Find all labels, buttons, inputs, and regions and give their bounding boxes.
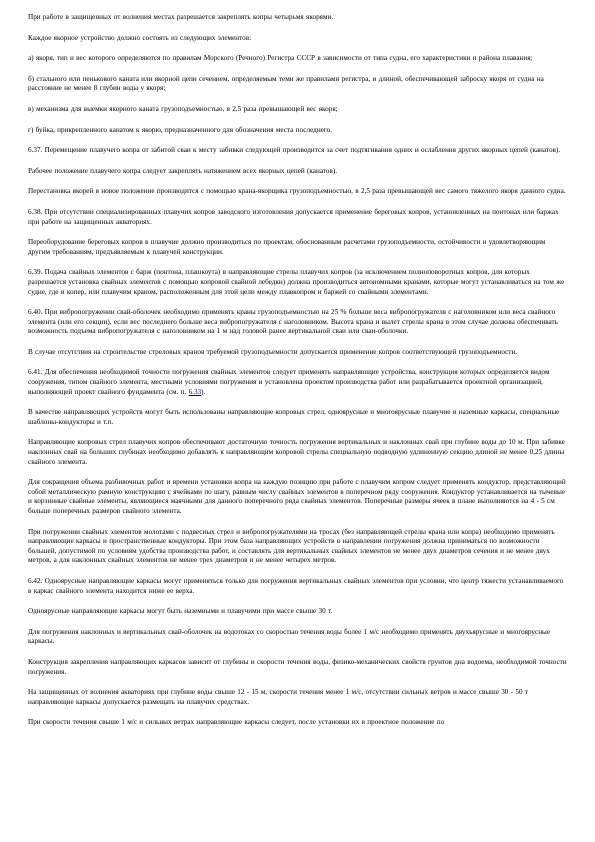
paragraph: 6.39. Подача свайных элементов с барж (понтона, плашкоута) в направляющие стрелы плавучих копров (за исключением полноповоротных копров, для которых разрешается установка свайных элементов с помощью копровой свайной лебедки) должна производиться автономными кранами, которые могут устанавливаться на том же судне, где и копер, или плавучим краном, расположенным для этой цели между плавкопром и баржей со свайными элементами.: [28, 268, 565, 296]
paragraph: При скорости течения свыше 1 м/с и сильных ветрах направляющие каркасы следует, после установки их в проектное положение по: [28, 718, 445, 727]
paragraph: 6.38. При отсутствии специализированных плавучих копров заводского изготовления допускается применение береговых копров, установленных на понтонах или баржах при работе на защищенных акваториях.: [28, 207, 559, 226]
paragraph: В качестве направляющих устройств могут быть использованы направляющие копровых стрел, одноярусные и многоярусные плавучие и наземные каркасы, специальные шаблоны-кондукторы и т.п.: [28, 408, 560, 426]
paragraph: 6.42. Одноярусные направляющие каркасы могут применяться только для погружения вертикальных свайных элементов при условии, что центр тяжести устанавливаемого в каркас свайного элемента находится ниже ее верха.: [28, 576, 564, 595]
paragraph: а) якоря, тип и вес которого определяются по правилам Морского (Речного) Регистра СССР в зависимости от типа судна, его характеристики и района плавания;: [28, 54, 533, 63]
section-reference-link[interactable]: 6.33: [188, 387, 202, 396]
paragraph: Одноярусные направляющие каркасы могут быть наземными и плавучими при массе свыше 30 т.: [28, 607, 333, 616]
paragraph: Для погружения наклонных и вертикальных свай-оболочек на водотоках со скоростью течения воды более 1 м/с необходимо применять двухъярусные и многоярусные каркасы.: [28, 627, 551, 646]
paragraph: Направляющие копровых стрел плавучих копров обеспечивают достаточную точность погружения вертикальных и наклонных свай при глубине воды до 10 м. При забивке наклонных свай на больших глубинах необходимо добавлять к направляющим копровой стрелы специальную подводную удлиненную секцию длиной не менее 0,25 длины свайного элемента.: [28, 438, 565, 466]
paragraph-with-link: [28, 368, 567, 397]
paragraph: в) механизма для выемки якорного каната грузоподъемностью, в 2,5 раза превышающей вес якоря;: [28, 104, 338, 113]
paragraph: Каждое якорное устройство должно состоять из следующих элементов:: [28, 33, 252, 42]
paragraph: б) стального или пенькового каната или якорной цепи сечением, определяемым теми же правилами регистра, и длиной, обеспечивающей заброску якоря от судна на расстояние не менее 8 глубин воды у якоря;: [28, 74, 544, 93]
paragraph: Для сокращения объема разбивочных работ и времени установки копра на каждую позицию при работе с плавучим копром следует применять кондуктор, представляющий собой металлическую рамную конструкцию с ячейками по шагу, равным числу свайных элементов в поперечном ряду сооружения. Кондуктор устанавливается на тычевые и корзинные свайные элементы, являющиеся маячными для данного поперечного ряда свайных элементов. Поперечные размеры ячеек в плане выполняются на 4 - 5 см больше поперечных размеров свайного элемента.: [28, 478, 566, 515]
paragraph: Перестановка якорей в новое положение производится с помощью крана-якорщика грузоподъемностью, в 2,5 раза превышающей вес самого тяжелого якоря данного судна.: [28, 187, 566, 196]
paragraph: Рабочее положение плавучего копра следует закреплять натяжением всех якорных цепей (канатов).: [28, 166, 338, 175]
paragraph-text-end: ).: [201, 387, 206, 396]
paragraph: Переоборудование береговых копров в плавучие должно производиться по проектам, обоснованным расчетами грузоподъемности, остойчивости и удовлетворяющим другим требованиям, предъявляемым к плавучей конструкции.: [28, 238, 546, 256]
paragraph: В случае отсутствия на строительстве стреловых кранов требуемой грузоподъемности допускается применение копров соответствующей грузоподъемности.: [28, 347, 518, 356]
paragraph: На защищенных от волнения акваториях при глубине воды свыше 12 - 15 м, скорости течения менее 1 м/с, отсутствии сильных ветров и массе свыше 30 - 50 т направляющие каркасы допускается размещать на плавучих средствах.: [28, 688, 529, 706]
paragraph: При погружении свайных элементов молотами с подвесных стрел и вибропогружателями на тросах (без направляющей стрелы крана или копра) необходимо применять направляющие каркасы и пространственные кондукторы. При этом база направляющих устройств в направлении погружения должна приниматься по возможности большей, допустимой по условиям удобства производства работ, и составлять для вертикальных свайных элементов не менее двух диаметров сечения и не менее двух метров, а для наклонных свайных элементов не менее трех диаметров и не менее четырех метров.: [28, 527, 555, 565]
paragraph: 6.40. При вибропогружении свай-оболочек необходимо применять краны грузоподъемностью на 25 % больше веса вибропогружателя с наголовником или веса свайного элемента (или его секции), если вес последнего больше веса вибропогружателя с наголовником. Высота крана и вылет стрелы крана в этом случае должны обеспечивать возможность подъема вибропогружателя с наголовником на 1 м над головой ранее вертикальной сваи или сваи-оболочки.: [28, 308, 558, 336]
paragraph: 6.37. Перемещение плавучего копра от забитой сваи к месту забивки следующей производится за счет подтягивания одних и ослабления других якорных цепей (канатов).: [28, 146, 561, 155]
paragraph: Конструкция закрепления направляющих каркасов зависит от глубины и скорости течения воды, физико-механических свойств грунтов дна водоема, необходимой точности погружения.: [28, 657, 567, 676]
paragraph-text: 6.41. Для обеспечения необходимой точности погружения свайных элементов следует применять направляющие устройства, конструкция которых определяется видом сооружения, типом свайного элемента, местными условиями погружения и установлена проектом производства работ или разрабатывается проектной организацией, выполняющей проект свайного фундамента (см. п.: [28, 368, 550, 396]
paragraph: При работе в защищенных от волнения местах разрешается закреплять копры четырьмя якорями.: [28, 13, 334, 21]
paragraph: г) буйка, прикрепленного канатом к якорю, предназначенного для обозначения места последнего.: [28, 125, 333, 134]
